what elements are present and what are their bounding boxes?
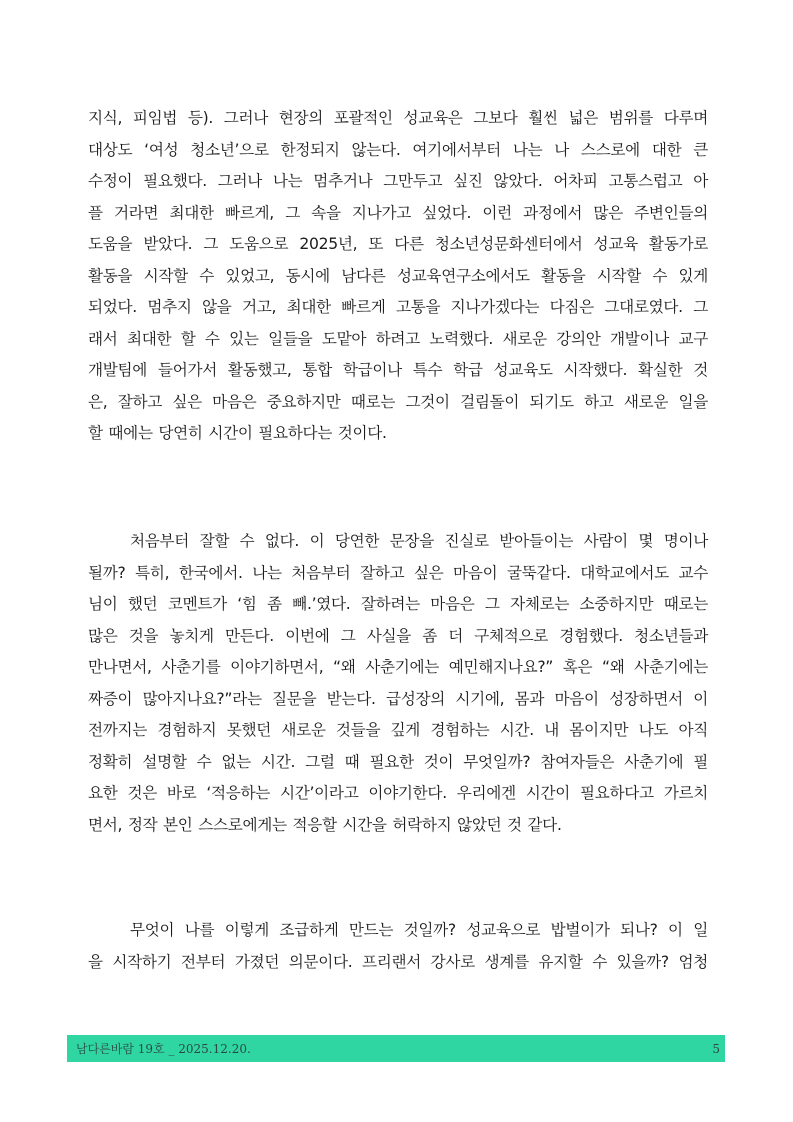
paragraph-3 bbox=[88, 915, 708, 978]
text-line: 만나면서, 사춘기를 이야기하면서, “왜 사춘기에는 예민해지나요?” 혹은 “왜 사춘기에는 bbox=[88, 658, 708, 676]
paragraph-1 bbox=[88, 103, 708, 450]
text-line: 전까지는 경험하지 못했던 새로운 것들을 깊게 경험하는 시간. 내 몸이지만 나도 아직 bbox=[88, 721, 708, 739]
text-line: 플 거라면 최대한 빠르게, 그 속을 지나가고 싶었다. 이런 과정에서 많은 주변인들의 bbox=[88, 203, 708, 222]
text-line: 래서 최대한 할 수 있는 일들을 도맡아 하려고 노력했다. 새로운 강의안 개발이나 교구 bbox=[88, 329, 708, 348]
paragraph-2 bbox=[88, 526, 708, 841]
text-line: 되었다. 멈추지 않을 거고, 최대한 빠르게 고통을 지나가겠다는 다짐은 그대로였다. 그 bbox=[88, 298, 708, 316]
text-line: 요한 것은 바로 ‘적응하는 시간’이라고 이야기한다. 우리에겐 시간이 필요하다고 가르치 bbox=[88, 784, 708, 802]
page-number: 5 bbox=[712, 1041, 720, 1056]
text-line: 될까? 특히, 한국에서. 나는 처음부터 잘하고 싶은 마음이 굴뚝같다. 대학교에서도 교수 bbox=[88, 563, 708, 582]
text-line: 지식, 피임법 등). 그러나 현장의 포괄적인 성교육은 그보다 훨씬 넓은 범위를 다루며 bbox=[88, 109, 708, 127]
text-line: 무엇이 나를 이렇게 조급하게 만드는 것일까? 성교육으로 밥벌이가 되나? 이 일 bbox=[130, 921, 708, 939]
text-line: 할 때에는 당연히 시간이 필요하다는 것이다. bbox=[88, 424, 387, 442]
text-line: 짜증이 많아지나요?”라는 질문을 받는다. 급성장의 시기에, 몸과 마음이 성장하면서 이 bbox=[88, 689, 708, 708]
text-line: 도움을 받았다. 그 도움으로 2025년, 또 다른 청소년성문화센터에서 성교육 활동가로 bbox=[88, 235, 708, 253]
text-line: 대상도 ‘여성 청소년’으로 한정되지 않는다. 여기에서부터 나는 나 스스로에 대한 큰 bbox=[88, 140, 708, 159]
text-line: 은, 잘하고 싶은 마음은 중요하지만 때로는 그것이 걸림돌이 되기도 하고 새로운 일을 bbox=[88, 392, 708, 411]
text-line: 수정이 필요했다. 그러나 나는 멈추거나 그만두고 싶진 않았다. 어차피 고통스럽고 아 bbox=[88, 172, 708, 190]
text-line: 정확히 설명할 수 없는 시간. 그럴 때 필요한 것이 무엇일까? 참여자들은 사춘기에 필 bbox=[88, 752, 708, 771]
text-line: 님이 했던 코멘트가 ‘힘 좀 빼.’였다. 잘하려는 마음은 그 자체로는 소중하지만 때로는 bbox=[88, 595, 708, 613]
page-footer bbox=[67, 1035, 725, 1062]
text-line: 면서, 정작 본인 스스로에게는 적응할 시간을 허락하지 않았던 것 같다. bbox=[88, 815, 562, 834]
text-line: 활동을 시작할 수 있었고, 동시에 남다른 성교육연구소에서도 활동을 시작할 수 있게 bbox=[88, 266, 708, 285]
publication-info: 남다른바람 19호 _ 2025.12.20. bbox=[76, 1042, 251, 1056]
text-line: 처음부터 잘할 수 없다. 이 당연한 문장을 진실로 받아들이는 사람이 몇 명이나 bbox=[130, 532, 708, 550]
text-line: 을 시작하기 전부터 가졌던 의문이다. 프리랜서 강사로 생계를 유지할 수 있을까? 엄청 bbox=[88, 952, 708, 971]
text-line: 개발팀에 들어가서 활동했고, 통합 학급이나 특수 학급 성교육도 시작했다. 확실한 것 bbox=[88, 361, 708, 379]
text-line: 많은 것을 놓치게 만든다. 이번에 그 사실을 좀 더 구체적으로 경험했다. 청소년들과 bbox=[88, 626, 708, 645]
